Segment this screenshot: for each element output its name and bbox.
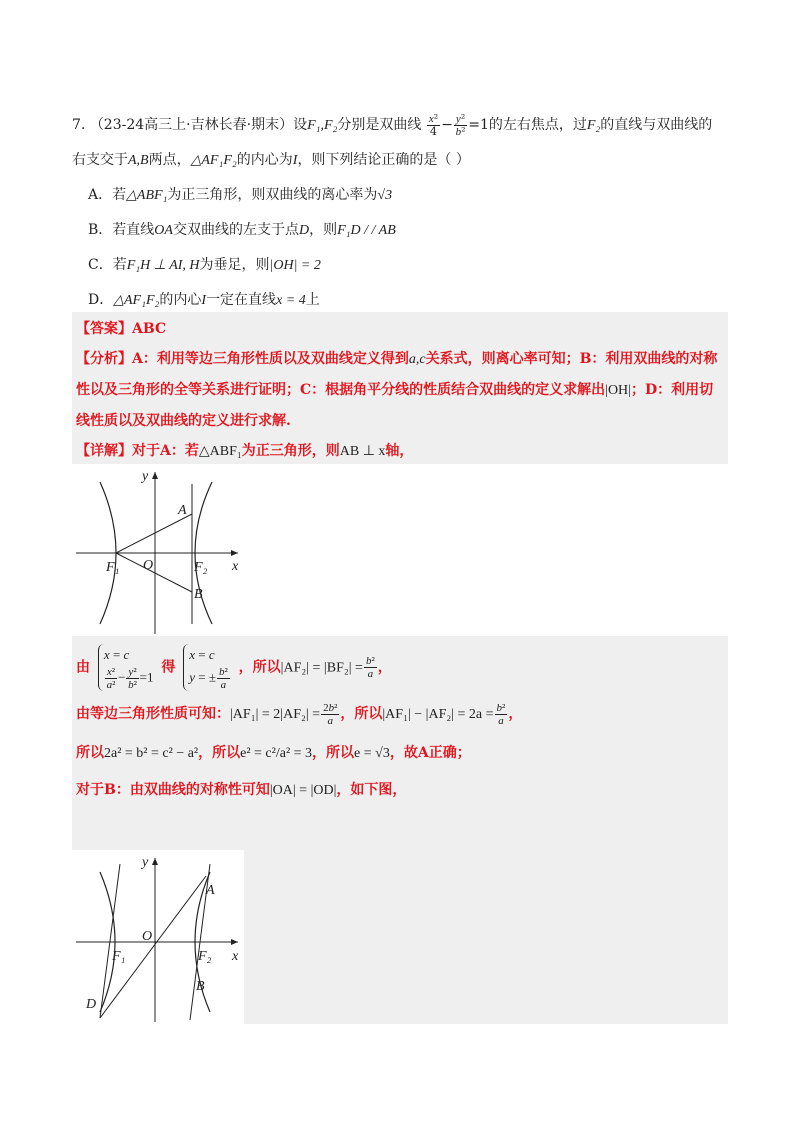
analysis-text: 性以及三角形的全等关系进行证明；C：根据角平分线的性质结合双曲线的定义求解出: [76, 382, 606, 398]
label-y: y: [142, 855, 149, 870]
detail-math: |AF₁| = 2|AF₂| =: [230, 707, 321, 722]
b-intro-line: [76, 775, 724, 806]
analysis-text: 关系式，则离心率可知；B：利用双曲线的对称: [425, 351, 718, 367]
question-source: （23-24高三上·吉林长春·期末）: [89, 117, 294, 133]
question-line-1: 7. （23-24高三上·吉林长春·期末）设F₁,F₂分别是双曲线 $\frac{\text{x²}}{4}$ − $\frac{\text{y²}}{\text{b²}}$ =1的左右焦点，过F₂的直线与双曲线的: [72, 111, 713, 138]
stem-text: 右支交于: [72, 152, 128, 168]
stem-text: 的左右焦点，过: [488, 117, 587, 133]
detail-text: ，所以: [340, 706, 383, 722]
y-axis-arrow: [152, 472, 158, 479]
system-1: x = c $\frac{\text{x²}}{\text{a²}}$ − $\frac{\text{y²}}{\text{b²}}$ =1: [98, 644, 154, 691]
detail-math: e = √3: [354, 746, 390, 761]
detail-text: ，所以: [312, 745, 355, 761]
option-label: A．: [88, 187, 113, 203]
option-text: 一定在直线: [206, 292, 277, 308]
label-a: A: [206, 883, 215, 898]
option-label: C．: [88, 257, 113, 273]
option-text: ，则: [309, 222, 338, 238]
option-a: [72, 178, 728, 213]
option-text: 为垂足，则: [199, 257, 270, 273]
solution-panel-top: [72, 312, 728, 464]
detail-text: 对于B：由双曲线的对称性可知: [76, 782, 270, 798]
system-2: x = c y = ± $\frac{\text{b²}}{a}$: [183, 644, 231, 691]
answer-label: 【答案】: [76, 321, 132, 337]
detail-math: e² = c²/a² = 3: [240, 746, 313, 761]
option-label: D．: [88, 292, 114, 308]
detail-label: 【详解】: [76, 443, 132, 459]
analysis-label: 【分析】: [76, 351, 132, 367]
label-o: O: [143, 558, 154, 573]
analysis-text: ；D：利用切: [630, 382, 714, 398]
analysis-text: 线性质以及双曲线的定义进行求解.: [76, 413, 291, 429]
option-text: 若直线: [112, 222, 155, 238]
label-b: B: [196, 979, 205, 994]
label-f1: F₁: [112, 949, 126, 964]
detail-math: |OA| = |OD|: [269, 783, 337, 798]
label-x: x: [232, 949, 239, 964]
option-math: F₁H ⊥ AI, H: [126, 258, 200, 273]
detail-math: 2a² = b² = c² − a²: [104, 746, 199, 761]
answer-value: ABC: [132, 321, 167, 337]
x-axis-arrow: [231, 939, 238, 945]
label-a: A: [178, 503, 187, 518]
option-text: 为正三角形，则双曲线的离心率为: [167, 187, 378, 203]
frac-2b2-a: $\frac{\text{2b²}}{a}$: [323, 701, 338, 727]
label-f2: F₂: [198, 949, 212, 964]
analysis-math-ac: a,c: [408, 352, 426, 367]
solution-panel-middle: [72, 636, 728, 850]
detail-text: 得: [161, 659, 176, 676]
question-number: 7.: [72, 117, 86, 133]
incenter-math: I: [292, 153, 298, 168]
option-math: D: [298, 223, 310, 238]
hidden: [116, 904, 202, 942]
label-f1: F₁: [106, 560, 120, 575]
frac-b2-a-2: $\frac{\text{b²}}{a}$: [496, 701, 506, 727]
foci-math: F₁,F₂: [307, 118, 338, 133]
stem-text: 设: [293, 117, 308, 133]
equation-line-2: 由等边三角形性质可知：|AF₁| = 2|AF₂| = $\frac{\text{2b²}}{a}$ ，所以|AF₁| − |AF₂| = 2a = $\frac{\text{b²}}{a}$ ，: [76, 701, 523, 727]
detail-text: ，所以: [238, 659, 281, 676]
detail-math: AB ⊥ x: [339, 444, 386, 459]
stem-text: 的内心为: [236, 152, 293, 168]
detail-math: △ABF₁: [198, 444, 242, 459]
hyperbola-term-y: $\frac{\text{y²}}{\text{b²}}$: [455, 111, 466, 138]
option-math: x = 4: [276, 293, 306, 308]
label-o: O: [142, 929, 153, 944]
detail-text: 轴，: [385, 443, 414, 459]
hyperbola-figure-2: [72, 850, 244, 1024]
option-c: [72, 248, 728, 283]
option-math: △ABF₁: [126, 188, 168, 203]
label-x: x: [232, 559, 239, 574]
detail-text: 对于A：若: [132, 443, 199, 459]
option-text: 上: [305, 292, 320, 308]
analysis-math: [409, 352, 426, 367]
analysis-text: A：利用等边三角形性质以及双曲线定义得到: [132, 351, 409, 367]
detail-math: |AF₁| − |AF₂| = 2a =: [382, 707, 494, 722]
detail-text: ，所以: [198, 745, 241, 761]
option-text: 若: [112, 257, 127, 273]
question-block: [72, 108, 728, 318]
label-b: B: [194, 587, 203, 602]
stem-text: ，则下列结论正确的是（ ）: [297, 152, 470, 168]
option-math: |OH| = 2: [269, 258, 321, 273]
detail-text: 由等边三角形性质可知：: [76, 706, 230, 722]
answer-line: [76, 314, 724, 344]
solution-panel-fill: [244, 850, 728, 1024]
segment-f1a: [116, 514, 192, 553]
detail-intro: [76, 436, 724, 467]
detail-math: |AF₂| = |BF₂| =: [280, 660, 363, 676]
y-axis-arrow: [152, 858, 158, 865]
option-text: 交双曲线的左支于点: [172, 222, 299, 238]
option-math: F₁D / / AB: [337, 223, 396, 238]
question-line-2: [72, 143, 728, 178]
option-math: OA: [154, 223, 173, 238]
analysis-math-oh: |OH|: [605, 383, 631, 398]
stem-text: 两点，: [148, 152, 191, 168]
option-math: √3: [377, 188, 393, 203]
points-math: A,B: [128, 153, 149, 168]
option-text: 若: [112, 187, 127, 203]
label-d: D: [86, 997, 97, 1012]
equation-line-1: 由 x = c $\frac{\text{x²}}{\text{a²}}$ − $\frac{\text{y²}}{\text{b²}}$ =1 得 x = c y = ± $\frac{\text{b²}}{a}$ ，所以|AF₂| = |BF₂| = $\frac{\text{b²}}{a}$ ，: [76, 644, 724, 691]
detail-text: 为正三角形，则: [241, 443, 340, 459]
hyperbola-figure-1: [72, 464, 244, 636]
option-label: B．: [88, 222, 113, 238]
option-math: I: [201, 293, 207, 308]
stem-text: 的直线与双曲线的: [600, 117, 713, 133]
detail-text: 所以: [76, 745, 104, 761]
option-b: [72, 213, 728, 248]
option-math: △AF₁F₂: [113, 293, 160, 308]
focus-math: F₂: [586, 118, 601, 133]
label-f2: F₂: [194, 560, 208, 575]
equation-line-3: [76, 738, 724, 769]
hyperbola-term-x: $\frac{\text{x²}}{4}$: [428, 111, 439, 138]
x-axis-arrow: [231, 550, 238, 556]
label-y: y: [142, 469, 149, 484]
frac-b2-a: $\frac{\text{b²}}{a}$: [365, 655, 375, 680]
segment-f1b: [116, 553, 192, 592]
stem-text: 分别是双曲线: [337, 117, 422, 133]
detail-text: 由: [76, 659, 90, 676]
option-text: 的内心: [159, 292, 202, 308]
triangle-math: △AF₁F₂: [190, 153, 237, 168]
analysis-block: [76, 344, 724, 436]
detail-text: ，故A正确；: [389, 745, 471, 761]
detail-text: ，如下图，: [336, 782, 407, 798]
